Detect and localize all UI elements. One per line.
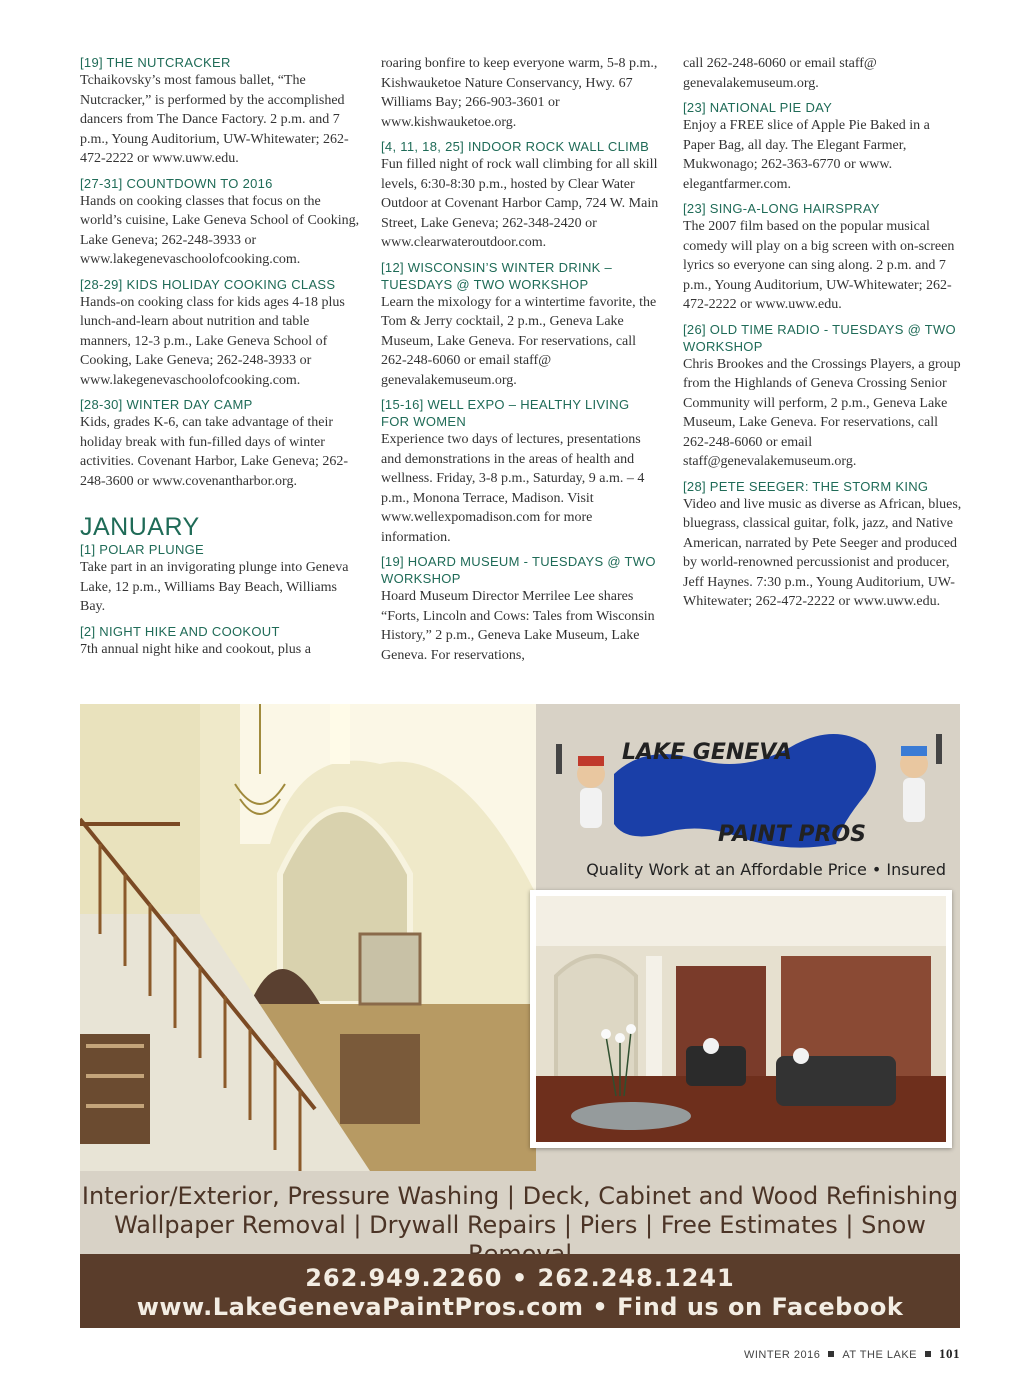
phone-numbers: 262.949.2260 • 262.248.1241 (305, 1264, 735, 1292)
entry-text: The 2007 film based on the popular musical comedy will play on a big screen with on-screen lyrics so everyone can sing along. 2 p.m. and 7 p.m., Young Auditorium, UW-Whitewater; 262-472-2222 or www.uww.edu. (683, 219, 955, 312)
services-line-1: Interior/Exterior, Pressure Washing | Deck, Cabinet and Wood Refinishing (81, 1182, 959, 1210)
calendar-entry (80, 623, 360, 660)
entry-heading: [15-16] WELL EXPO – HEALTHY LIVING FOR WOMEN (381, 397, 630, 429)
calendar-entry (80, 54, 360, 169)
entry-heading: [2] NIGHT HIKE AND COOKOUT (80, 623, 280, 639)
entry-text: Hands-on cooking class for kids ages 4-18 plus lunch-and-learn about nutrition and table manners, 12-3 p.m., Lake Geneva School of Cooking, Lake Geneva; 262-248-3933 or www.lakegenevaschoolofcooking.com. (80, 294, 345, 388)
painter-right-icon (900, 734, 942, 822)
contact-bar (80, 1254, 960, 1328)
calendar-entry (683, 99, 963, 194)
entry-text: Experience two days of lectures, presentations and demonstrations in the areas of health and wellness. Friday, 3-8 p.m., Saturday, 9 a.m. – 4 p.m., Monona Terrace, Madison. Visit www.wellexpomadison.com for more information. (381, 432, 645, 545)
painter-left-icon (556, 744, 605, 828)
page-footer (744, 1346, 960, 1362)
entry-text: Hoard Museum Director Merrilee Lee shares “Forts, Lincoln and Cows: Tales from Wisconsin History,” 2 p.m., Geneva Lake Museum, Lake Geneva. For reservations, (381, 589, 655, 663)
entry-heading: [4, 11, 18, 25] INDOOR ROCK WALL CLIMB (381, 139, 650, 154)
calendar-entry (381, 553, 661, 665)
column-1 (80, 54, 360, 665)
footer-magazine: AT THE LAKE (842, 1349, 917, 1361)
calendar-entry (381, 396, 661, 547)
entry-heading: [26] OLD TIME RADIO - TUESDAYS @ TWO WORKSHOP (683, 321, 956, 354)
calendar-entry (80, 276, 360, 391)
entry-heading: [28-30] WINTER DAY CAMP (80, 397, 253, 412)
column-2 (381, 54, 661, 671)
calendar-entry (683, 54, 963, 93)
entry-text: Hands on cooking classes that focus on the world’s cuisine, Lake Geneva School of Cooking, Lake Geneva; 262-248-3933 or www.lakegenevaschoolofcooking.com. (80, 193, 360, 267)
calendar-entry (683, 478, 963, 612)
separator-square-icon (925, 1351, 931, 1357)
entry-text: Tchaikovsky’s most famous ballet, “The Nutcracker,” is performed by the accomplished dancers from The Dance Factory. 2 p.m. and 7 p.m., Young Auditorium, UW-Whitewater; 262-472-2222 or www.uww.edu. (80, 73, 349, 166)
column-3 (683, 54, 963, 618)
entry-text: Chris Brookes and the Crossings Players, a group from the Highlands of Geneva Crossing Senior Community will perform, 2 p.m., Geneva Lake Museum, Lake Geneva. For reservations, call 262-248-6060 or email staff@genevalakemuseum.org. (683, 356, 961, 469)
entry-heading: [27-31] COUNTDOWN TO 2016 (80, 175, 273, 191)
entry-text: Enjoy a FREE slice of Apple Pie Baked in a Paper Bag, all day. The Elegant Farmer, Mukwonago; 262-363-6770 or www. elegantfarmer.com. (683, 118, 930, 192)
entry-text: Video and live music as diverse as African, blues, bluegrass, classical guitar, folk, jazz, and Native American, narrated by Pete Seeger and produced by world-renowned percussionist and producer, Jeff Haynes. 7:30 p.m., Young Auditorium, UW-Whitewater; 262-472-2222 or www.uww.edu. (683, 496, 962, 609)
calendar-entry (381, 259, 661, 391)
entry-text: Take part in an invigorating plunge into Geneva Lake, 12 p.m., Williams Bay Beach, Williams Bay. (80, 560, 349, 614)
logo-area (536, 704, 960, 890)
calendar-entry (80, 541, 360, 617)
living-room-photo (530, 890, 952, 1148)
entry-text: roaring bonfire to keep everyone warm, 5-8 p.m., Kishwauketoe Nature Conservancy, Hwy. 67 Williams Bay; 266-903-3601 or www.kishwauketoe.org. (381, 56, 658, 130)
entry-text: Kids, grades K-6, can take advantage of their holiday break with fun-filled days of winter activities. Covenant Harbor, Lake Geneva; 262-248-3600 or www.covenantharbor.org. (80, 415, 349, 489)
calendar-entry (683, 321, 963, 472)
month-heading: JANUARY (80, 513, 200, 541)
entry-text: Fun filled night of rock wall climbing for all skill levels, 6:30-8:30 p.m., hosted by Clear Water Outdoor at Covenant Harbor Camp, 724 W. Main Street, Lake Geneva; 262-348-2420 or www.clearwateroutdoor.com. (381, 157, 659, 250)
logo-title-line2: PAINT PROS (718, 822, 867, 847)
entry-heading: [23] NATIONAL PIE DAY (683, 100, 833, 115)
separator-square-icon (828, 1351, 834, 1357)
tagline: Quality Work at an Affordable Price • Insured (586, 860, 946, 879)
entry-heading: [19] THE NUTCRACKER (80, 55, 231, 70)
entry-text: 7th annual night hike and cookout, plus a (80, 641, 311, 657)
staircase-photo (80, 704, 536, 1171)
paint-pros-advertisement (80, 704, 960, 1328)
entry-heading: [1] POLAR PLUNGE (80, 542, 205, 557)
page-number: 101 (939, 1346, 960, 1361)
services-line-2: Wallpaper Removal | Drywall Repairs | Piers | Free Estimates | Snow (114, 1211, 926, 1239)
entry-text: call 262-248-6060 or email staff@ genevalakemuseum.org. (683, 56, 877, 91)
calendar-entry (381, 138, 661, 253)
entry-heading: [28-29] KIDS HOLIDAY COOKING CLASS (80, 276, 336, 292)
entry-heading: [19] HOARD MUSEUM - TUESDAYS @ TWO WORKSHOP (381, 554, 656, 586)
entry-text: Learn the mixology for a wintertime favorite, the Tom & Jerry cocktail, 2 p.m., Geneva Lake Museum, Lake Geneva. For reservations, call 262-248-6060 or email staff@ genevalakemuseum.org. (381, 294, 657, 388)
website-link[interactable]: www.LakeGenevaPaintPros.com • Find us on Facebook (136, 1293, 904, 1321)
entry-heading: [28] PETE SEEGER: THE STORM KING (683, 478, 929, 494)
logo-title-line1: LAKE GENEVA (622, 740, 792, 765)
calendar-entry (80, 396, 360, 491)
calendar-entry (80, 175, 360, 270)
entry-heading: [12] WISCONSIN’S WINTER DRINK – TUESDAYS @ TWO WORKSHOP (381, 259, 613, 292)
entry-heading: [23] SING-A-LONG HAIRSPRAY (683, 201, 880, 216)
calendar-entry (683, 200, 963, 315)
calendar-entry (381, 54, 661, 132)
footer-issue: WINTER 2016 (743, 1349, 821, 1361)
